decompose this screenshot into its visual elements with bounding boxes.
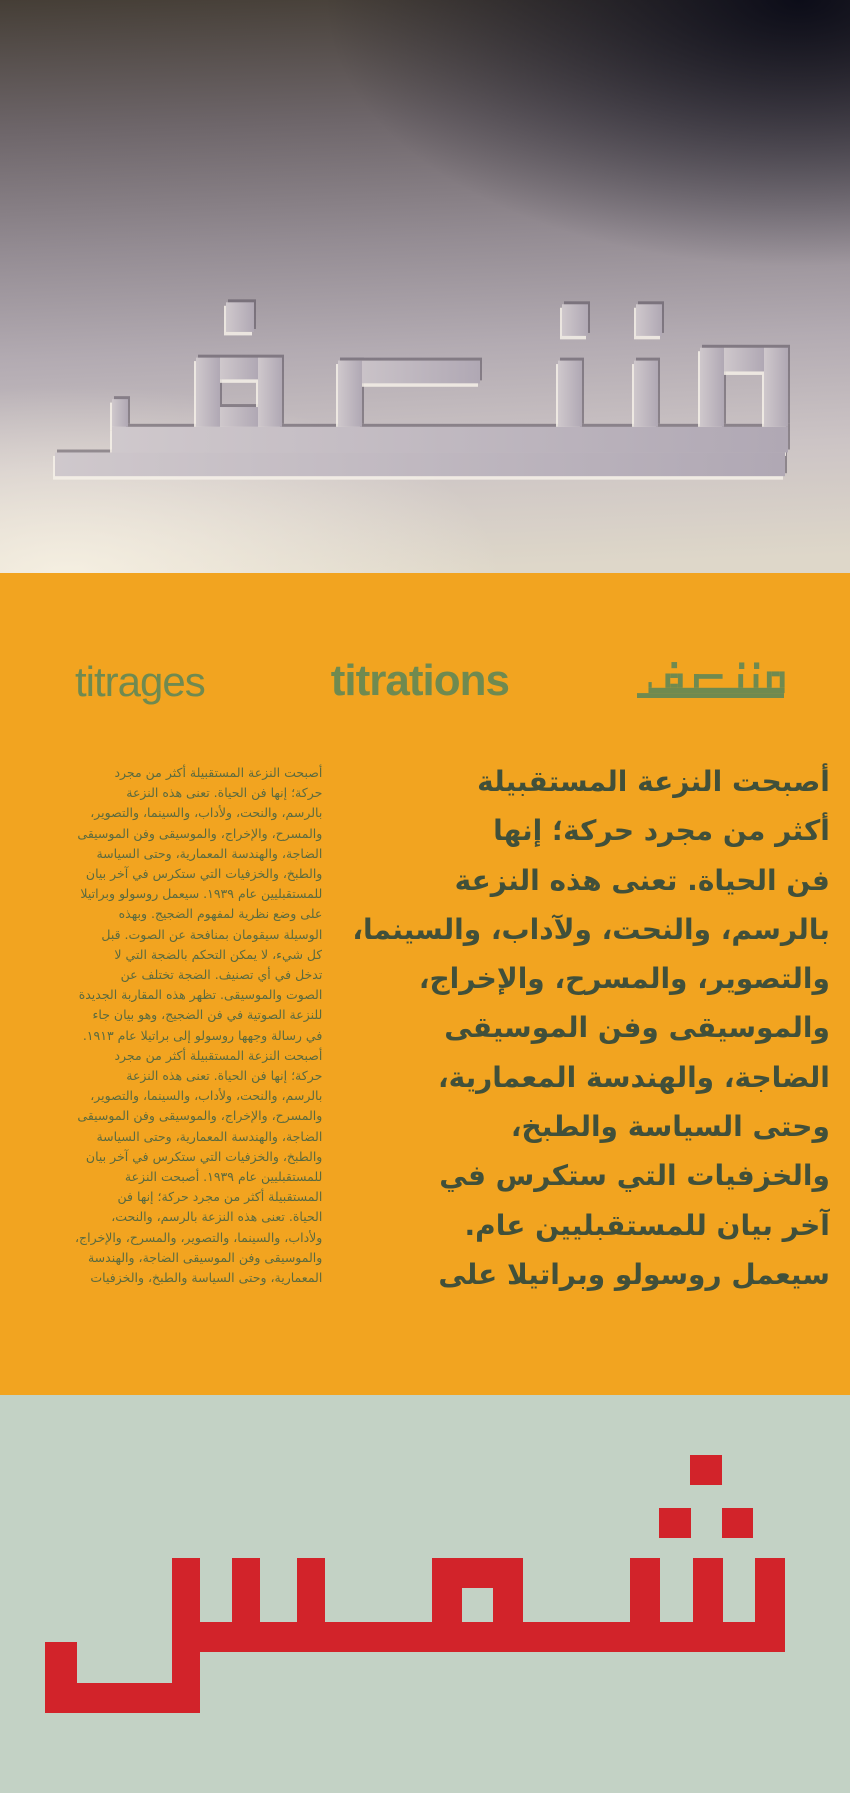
photo-section xyxy=(0,0,850,573)
small-text-line: في رسالة وجهها روسولو إلى براتيلا عام ١٩١٣. xyxy=(82,1027,323,1043)
small-text-line: والطبخ، والخزفيات التي ستكرس في آخر بيان xyxy=(85,866,323,882)
small-text-line: الضاجة، والهندسة المعمارية، وحتى السياسة xyxy=(96,845,323,861)
shams-word-glyphs xyxy=(0,1395,850,1793)
small-text-line: كل شيء، لا يمكن التحكم بالضجة التي لا xyxy=(114,946,323,962)
embossed-motahaf-word xyxy=(0,0,850,573)
text-columns xyxy=(75,757,830,1299)
small-text-line: المعمارية، وحتى السياسة والطبخ، والخزفيات xyxy=(90,1270,323,1286)
title-arabic-motahaf xyxy=(635,660,785,703)
small-text-line: ولأداب، والسينما، والتصوير، والمسرح، والإخراج، xyxy=(75,1229,323,1245)
large-text-line: وحتى السياسة والطبخ، xyxy=(510,1110,830,1144)
large-text-line: أكثر من مجرد حركة؛ إنها xyxy=(493,814,830,848)
body-large-column xyxy=(352,757,830,1299)
small-text-line: المستقبيلة أكثر من مجرد حركة؛ إنها فن xyxy=(117,1189,323,1205)
small-text-line: حركة؛ إنها فن الحياة. تعنى هذه النزعة xyxy=(126,785,323,801)
footer-section xyxy=(0,1395,850,1793)
large-text-line: والتصوير، والمسرح، والإخراج، xyxy=(418,962,830,996)
small-text-line: على وضع نظرية لمفهوم الضجيج. وبهذه xyxy=(118,906,323,922)
specimen-section xyxy=(0,573,850,1395)
small-text-line: بالرسم، والنحت، ولأداب، والسينما، والتصوير، xyxy=(90,1088,323,1104)
large-text-line: والخزفيات التي ستكرس في xyxy=(439,1159,830,1193)
small-text-line: أصبحت النزعة المستقبيلة أكثر من مجرد xyxy=(114,765,323,780)
title-titrages: titrages xyxy=(75,658,205,705)
body-small-column xyxy=(75,757,322,1288)
headers-row xyxy=(75,573,785,703)
small-text-line: الضاجة، والهندسة المعمارية، وحتى السياسة xyxy=(96,1128,323,1144)
large-text-line: والموسيقى وفن الموسيقى xyxy=(444,1011,830,1045)
large-text-line: بالرسم، والنحت، ولآداب، والسينما، xyxy=(352,912,830,946)
small-text-line: بالرسم، والنحت، ولأداب، والسينما، والتصوير، xyxy=(90,805,323,821)
large-text-line: آخر بيان للمستقبليين عام. xyxy=(464,1208,830,1242)
large-text-line: أصبحت النزعة المستقبيلة xyxy=(477,765,830,798)
small-text-line: والمسرح، والإخراج، والموسيقى وفن الموسيقى xyxy=(77,825,323,841)
small-text-line: للمستقبليين عام ١٩٣٩. أصبحت النزعة xyxy=(124,1169,323,1185)
small-text-line: والمسرح، والإخراج، والموسيقى وفن الموسيقى xyxy=(77,1108,323,1124)
small-text-line: الوسيلة سيقومان بمنافحة عن الصوت. قبل xyxy=(101,926,323,942)
small-text-line: للنزعة الصوتية في فن الضجيج، وهو بيان جاء xyxy=(92,1007,323,1023)
small-text-line: والموسيقى وفن الموسيقى الضاجة، والهندسة xyxy=(87,1249,323,1265)
small-text-line: أصبحت النزعة المستقبيلة أكثر من مجرد xyxy=(114,1047,323,1063)
small-text-line: والطبخ، والخزفيات التي ستكرس في آخر بيان xyxy=(85,1148,323,1164)
large-text-line: سيعمل روسولو وبراتيلا على xyxy=(438,1257,830,1291)
arabic-title-text xyxy=(785,660,786,661)
large-text-line: الضاجة، والهندسة المعمارية، xyxy=(438,1060,830,1094)
arabic-title-glyphs xyxy=(635,660,785,698)
small-text-line: للمستقبليين عام ١٩٣٩. سيعمل روسولو وبراتيلا xyxy=(80,886,323,902)
small-text-line: الصوت والموسيقى. تظهر هذه المقاربة الجديدة xyxy=(78,987,323,1003)
small-text-line: تدخل في أي تصنيف. الضجة تختلف عن xyxy=(120,967,323,983)
small-text-line: حركة؛ إنها فن الحياة. تعنى هذه النزعة xyxy=(126,1068,323,1084)
title-titrations: titrations xyxy=(330,656,509,705)
small-text-line: الحياة. تعنى هذه النزعة بالرسم، والنحت، xyxy=(111,1209,323,1225)
large-text-line: فن الحياة. تعنى هذه النزعة xyxy=(454,863,830,897)
